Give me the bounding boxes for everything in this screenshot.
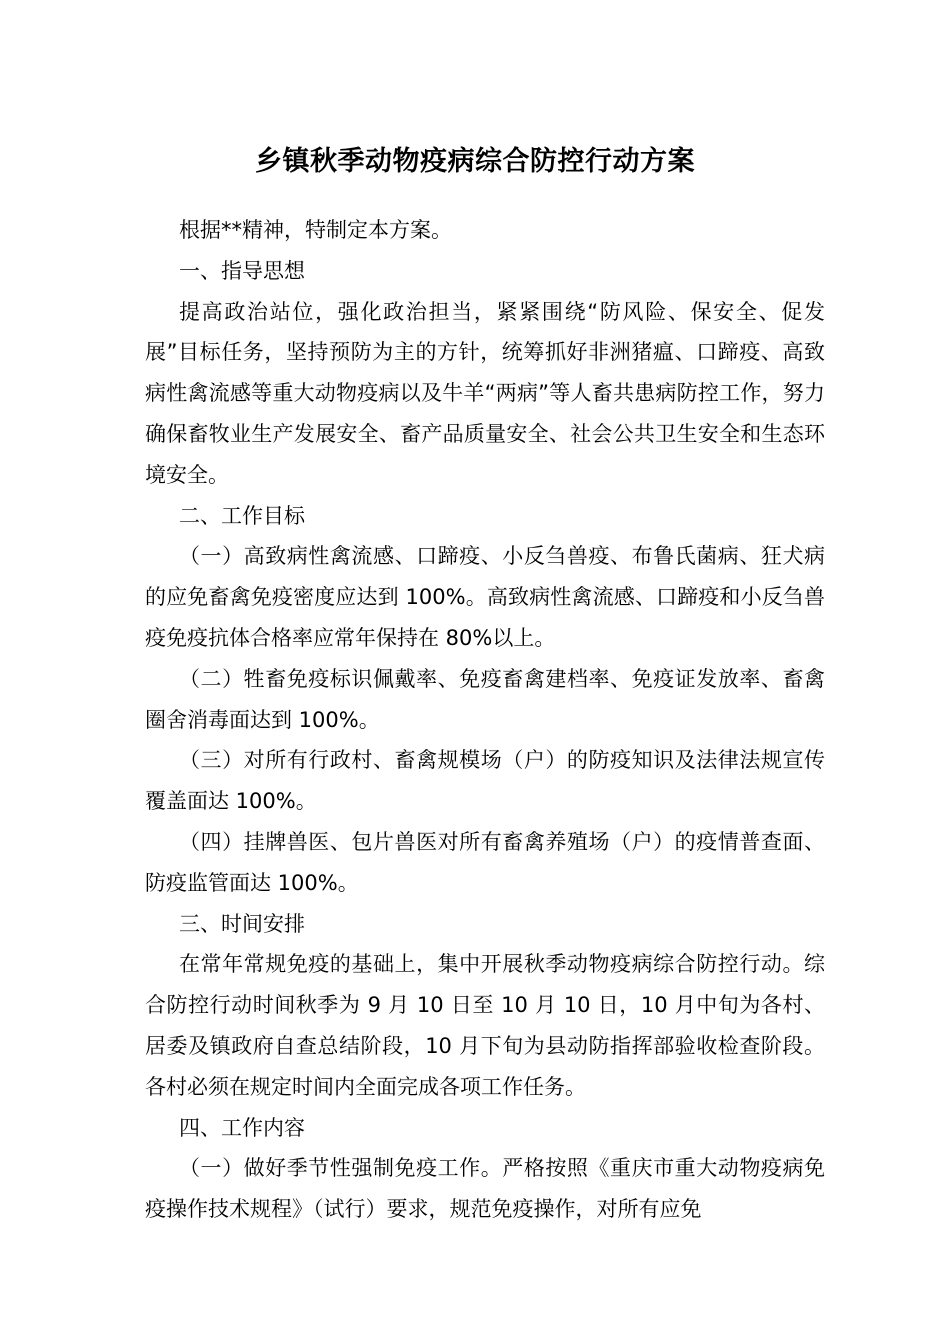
section-heading-work-content: 四、工作内容 [179, 1115, 305, 1140]
document-body [145, 210, 825, 1230]
goal-item-2: （二）牲畜免疫标识佩戴率、免疫畜禽建档率、免疫证发放率、畜禽圈舍消毒面达到 100%。 [145, 666, 825, 732]
section-heading-guiding-thought: 一、指导思想 [179, 258, 305, 283]
goal-item-1: （一）高致病性禽流感、口蹄疫、小反刍兽疫、布鲁氏菌病、狂犬病的应免畜禽免疫密度应达到 100%。高致病性禽流感、口蹄疫和小反刍兽疫免疫抗体合格率应常年保持在 80%以上。 [145, 544, 825, 650]
work-content-item-1: （一）做好季节性强制免疫工作。严格按照《重庆市重大动物疫病免疫操作技术规程》（试行）要求，规范免疫操作，对所有应免 [145, 1156, 825, 1222]
section-heading-schedule: 三、时间安排 [179, 911, 305, 936]
section-heading-work-goals: 二、工作目标 [179, 503, 305, 528]
intro-paragraph: 根据**精神，特制定本方案。 [179, 218, 452, 242]
goal-item-3: （三）对所有行政村、畜禽规模场（户）的防疫知识及法律法规宣传覆盖面达 100%。 [145, 748, 825, 814]
schedule-paragraph: 在常年常规免疫的基础上，集中开展秋季动物疫病综合防控行动。综合防控行动时间秋季为 9 月 10 日至 10 月 10 日，10 月中旬为各村、居委及镇政府自查总结阶段，10 月下旬为县动防指挥部验收检查阶段。各村必须在规定时间内全面完成各项工作任务。 [145, 952, 825, 1099]
goal-item-4: （四）挂牌兽医、包片兽医对所有畜禽养殖场（户）的疫情普查面、防疫监管面达 100%。 [145, 829, 825, 895]
guiding-thought-paragraph: 提高政治站位，强化政治担当，紧紧围绕“防风险、保安全、促发展”目标任务，坚持预防为主的方针，统筹抓好非洲猪瘟、口蹄疫、高致病性禽流感等重大动物疫病以及牛羊“两病”等人畜共患病防控工作，努力确保畜牧业生产发展安全、畜产品质量安全、社会公共卫生安全和生态环境安全。 [145, 299, 825, 487]
document-title: 乡镇秋季动物疫病综合防控行动方案 [255, 146, 695, 177]
